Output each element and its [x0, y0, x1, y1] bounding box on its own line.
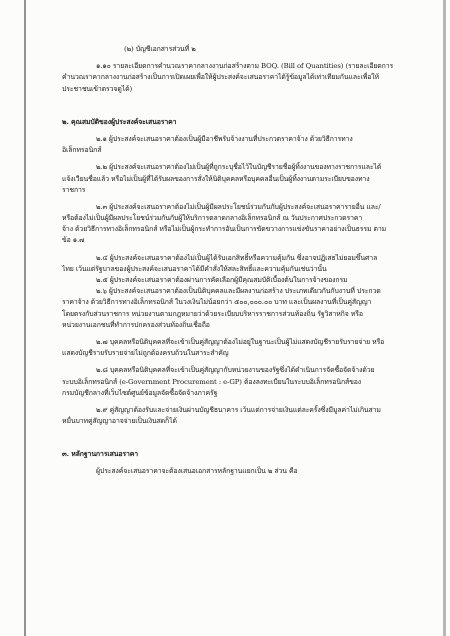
- item-2-6-line: ราคาจ้าง ด้วยวิธีการทางอิเล็กทรอนิกส์ ในวงเงินไม่น้อยกว่า ๕๐๐,๐๐๐.๐๐ บาท และเป็นผลงานที่เป็นคู่สัญญา: [62, 298, 372, 307]
- item-2-3-line: หรือต้องไม่เป็นผู้มีผลประโยชน์ร่วมกันกับผู้ให้บริการตลาดกลางอิเล็กทรอนิกส์ ณ วันประกาศประกวดราคา: [62, 214, 363, 223]
- item-2-1-line: ๒.๑ ผู้ประสงค์จะเสนอราคาต้องเป็นผู้มีอาชีพรับจ้างงานที่ประกวดราคาจ้าง ด้วยวิธีการทาง: [96, 134, 353, 143]
- item-2-1-line: อิเล็กทรอนิกส์: [62, 146, 102, 155]
- document-body: [60, 44, 426, 478]
- section-2-heading: ๒. คุณสมบัติของผู้ประสงค์จะเสนอราคา: [62, 117, 177, 126]
- item-2-7-line: แสดงบัญชีรายรับรายจ่ายไม่ถูกต้องครบถ้วนในสาระสำคัญ: [62, 349, 229, 358]
- item-2-2-line: ราชการ: [62, 185, 86, 194]
- item-1-10-line: ๑.๑๐ รายละเอียดการคำนวณราคากลางงานก่อสร้างตาม BOQ. (Bill of Quantities) (รายละเอียดการ: [96, 62, 394, 71]
- sub-heading: (๒) บัญชีเอกสารส่วนที่ ๒: [124, 45, 196, 53]
- item-2-6-line: หน่วยงานเอกชนที่ทำการปกครองส่วนท้องถิ่นเชื่อถือ: [62, 320, 210, 329]
- scan-left-edge: [24, 0, 26, 636]
- section-3-heading: ๓. หลักฐานการเสนอราคา: [62, 450, 139, 459]
- item-2-8-line: ๒.๘ บุคคลหรือนิติบุคคลที่จะเข้าเป็นคู่สัญญากับหน่วยงานของรัฐซึ่งได้ดำเนินการจัดซื้อจัดจ้างด้วย: [96, 366, 375, 375]
- item-2-8-line: กรมบัญชีกลางที่เว็บไซต์ศูนย์ข้อมูลจัดซื้อจัดจ้างภาครัฐ: [62, 388, 218, 397]
- item-1-10-line: คำนวณราคากลางงานก่อสร้างเป็นการเปิดเผยเพื่อให้ผู้ประสงค์จะเสนอราคาได้รู้ข้อมูลได้เท่าเทียมกันและเพื่อให้: [62, 73, 380, 82]
- item-2-2-line: ๒.๒ ผู้ประสงค์จะเสนอราคาต้องไม่เป็นผู้ที่ถูกระบุชื่อไว้ในบัญชีรายชื่อผู้ทิ้งงานของทางราชการและได้: [96, 163, 382, 172]
- item-1-10-line: ประชาชนเข้าตรวจดูได้): [62, 84, 133, 93]
- item-2-3-line: จ้าง ด้วยวิธีการทางอิเล็กทรอนิกส์ หรือไม่เป็นผู้กระทำการอันเป็นการขัดขวางการแข่งขันราคาอย่างเป็นธรรม ตาม: [62, 225, 387, 234]
- item-2-7-line: ๒.๗ บุคคลหรือนิติบุคคลที่จะเข้าเป็นคู่สัญญาต้องไม่อยู่ในฐานะเป็นผู้ไม่แสดงบัญชีรายรับรายจ่าย หรือ: [96, 337, 385, 346]
- item-2-5-line: ๒.๕ ผู้ประสงค์จะเสนอราคาต้องผ่านการคัดเลือกผู้มีคุณสมบัติเบื้องต้นในการจ้างของกรม: [96, 276, 348, 284]
- item-2-6-line: ๒.๖ ผู้ประสงค์จะเสนอราคาต้องเป็นนิติบุคคลและมีผลงานก่อสร้าง ประเภทเดียวกันกับงานที่ ประกวด: [96, 287, 381, 296]
- section-3-intro: ผู้ประสงค์จะเสนอราคาจะต้องเสนอเอกสารหลักฐานแยกเป็น ๒ ส่วน คือ: [96, 467, 298, 476]
- scan-right-edge: [443, 0, 446, 636]
- item-2-6-line: โดยตรงกับส่วนราชการ หน่วยงานตามกฎหมายว่าด้วยระเบียบบริหารราชการส่วนท้องถิ่น รัฐวิสาหกิจ หรือ: [62, 309, 363, 318]
- item-2-4-line: ๒.๔ ผู้ประสงค์จะเสนอราคาต้องไม่เป็นผู้ได้รับเอกสิทธิ์หรือความคุ้มกัน ซึ่งอาจปฏิเสธไม่ยอมขึ้นศาล: [96, 253, 378, 262]
- item-2-9-line: ๒.๙ คู่สัญญาต้องรับและจ่ายเงินผ่านบัญชีธนาคาร เว้นแต่การจ่ายเงินแต่ละครั้งซึ่งมีมูลค่าไม่เกินสาม: [96, 405, 381, 414]
- item-2-9-line: หมื่นบาทคู่สัญญาอาจจ่ายเป็นเงินสดก็ได้: [62, 417, 177, 426]
- item-2-2-line: แจ้งเวียนชื่อแล้ว หรือไม่เป็นผู้ที่ได้รับผลของการสั่งให้นิติบุคคลหรือบุคคลอื่นเป็นผู้ทิ้งงานตามระเบียบของทาง: [62, 174, 370, 183]
- item-2-3-line: ข้อ ๑.๗: [62, 236, 85, 245]
- item-2-4-line: ไทย เว้นแต่รัฐบาลของผู้ประสงค์จะเสนอราคาได้มีคำสั่งให้สละสิทธิ์และความคุ้มกันเช่นว่านั้น: [62, 264, 327, 273]
- item-2-3-line: ๒.๓ ผู้ประสงค์จะเสนอราคาต้องไม่เป็นผู้มีผลประโยชน์ร่วมกันกับผู้ประสงค์จะเสนอราคารายอื่น และ/: [96, 202, 381, 211]
- item-2-8-line: ระบบอิเล็กทรอนิกส์ (e-Government Procurement : e-GP) ต้องลงทะเบียนในระบบอิเล็กทรอนิกส์ของ: [62, 377, 362, 386]
